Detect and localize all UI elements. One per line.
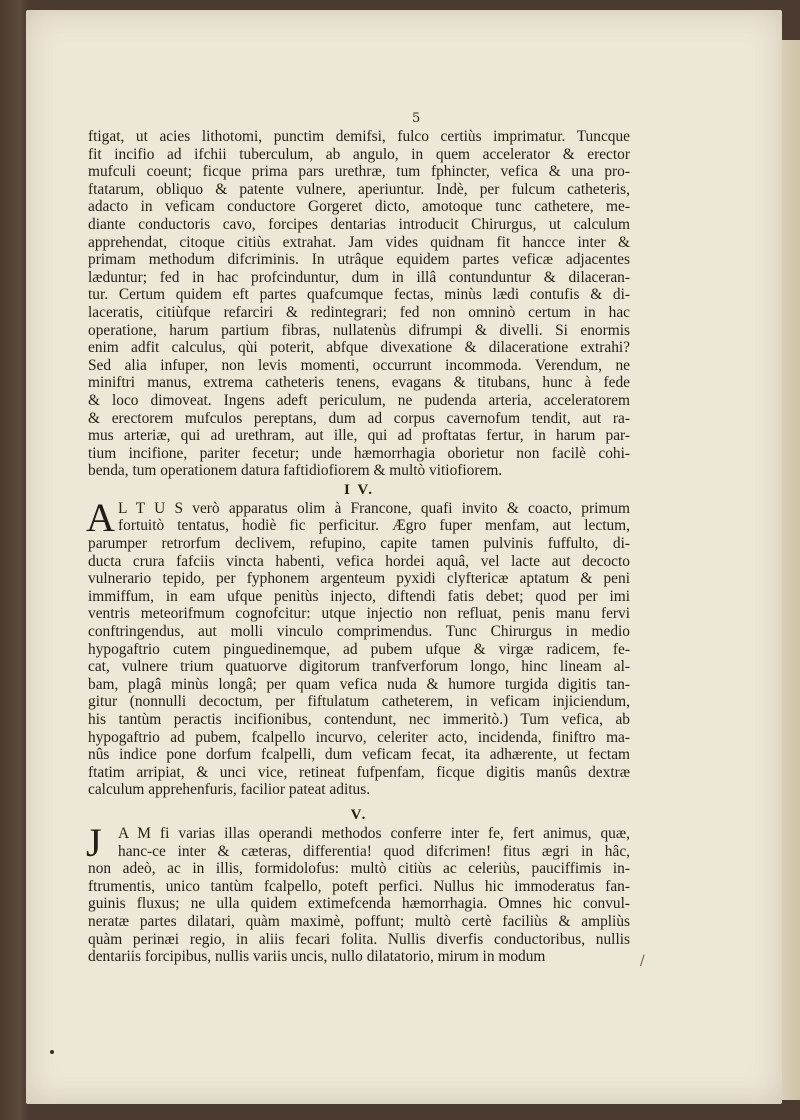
text-line: ftrumentis, unico tantùm fcalpello, poteft perfici. Nullus hic immoderatus fan- [88, 877, 630, 895]
section-iv-heading: I V. [344, 481, 374, 498]
section-iii-ending [88, 128, 630, 480]
page-number: 5 [412, 111, 421, 126]
text-line: L T U S verò apparatus olim à Francone, quafi invito & coacto, primum [118, 499, 630, 517]
section-v-heading: V. [350, 806, 368, 823]
main-text [88, 128, 630, 966]
text-line: & erectorem mufculos pereptans, dum ad corpus cavernofum tendit, aut ra- [88, 409, 630, 427]
text-line: tium incifione, pariter fecetur; unde hæmorrhagia oborietur non facilè cohi- [88, 444, 630, 462]
text-line: quàm perinæi regio, in aliis fecari folita. Nullis diverfis conductoribus, nullis [88, 930, 630, 948]
text-line: & loco dimoveat. Ingens adeft periculum, ne pudenda arteria, acceleratorem [88, 391, 630, 409]
text-line: hanc-ce inter & cæteras, differentia! quod difcrimen! fitus ægri in hâc, [118, 842, 630, 860]
text-line: calculum apprehenfuris, facilior pateat aditus. [88, 781, 371, 799]
text-line: enim adfit calculus, qùi poterit, abfque divexatione & dilaceratione extrahi? [88, 339, 630, 357]
text-line: mus arteriæ, qui ad urethram, aut ille, qui ad proftatas fertur, in harum par- [88, 427, 630, 445]
text-line: ftatim arripiat, & unci vice, retineat fufpenfam, ficque digitis manûs dextræ [88, 763, 630, 781]
text-line: conftringendus, aut molli vinculo comprimendus. Tunc Chirurgus in medio [88, 623, 630, 641]
section-v-paragraph [86, 819, 630, 966]
text-line: adacto in veficam conductore Gorgeret dicto, amotoque tunc cathetere, me- [88, 198, 630, 216]
text-line: nûs indice pone dorfum fcalpelli, dum veficam fecat, ita adhærente, ut fectam [88, 746, 630, 764]
facing-page-edge [782, 40, 800, 1100]
text-line: primam methodum difcriminis. In utrâque equidem partes veficæ adjacentes [88, 251, 630, 269]
text-line: fit incifio ad ifchii tuberculum, ab angulo, in quem accelerator & erector [88, 145, 630, 163]
text-line: non adeò, ac in illis, formidolofus: multò citiùs ac celeriùs, pauciffimis in- [88, 860, 630, 878]
text-line: cat, vulnere trium quatuorve digitorum tranfverforum longo, hinc lineam al- [88, 658, 630, 676]
text-line: ftigat, ut acies lithotomi, punctim demifsi, fulco certiùs imprimatur. Tuncque [88, 128, 630, 145]
text-line: guinis fluxus; ne ulla quidem extimefcenda hæmorrhagia. Omnes hic convul- [88, 895, 630, 913]
text-line: parumper retrorfum declivem, refupino, capite tamen pulvinis fuffulto, di- [88, 535, 630, 553]
text-line: tur. Certum quidem eft partes quafcumque fectas, minùs lædi contufis & di- [88, 286, 630, 304]
text-line: gitur (nonnulli decoctum, per fiftulatum catheterem, in veficam injiciendum, [88, 693, 630, 711]
text-line: ftatarum, obliquo & patente vulnere, aperiuntur. Indè, per fulcum catheteris, [88, 180, 630, 198]
text-line: mufculi coeunt; ficque prima pars urethræ, tum fphincter, vefica & una pro- [88, 163, 630, 181]
text-line: vulnerario tepido, per fyphonem argenteum pyxidi clyftericæ aptatum & peni [88, 570, 630, 588]
text-line: hypogaftrio ad pubem, fcalpello incurvo, celeriter acto, incidenda, finiftro ma- [88, 728, 630, 746]
text-line: laceratis, citiùfque refarciri & redintegrari; fed non omninò certum in hac [88, 303, 630, 321]
text-line: immiffum, in eam ufque penitùs injecto, diftendi fatis debet; quod per imi [88, 587, 630, 605]
margin-mark: / [640, 953, 645, 969]
text-line: benda, tum operationem datura faftidiofiorem & multò vitiofiorem. [88, 462, 503, 480]
text-line: apprehendat, citoque citiùs extrahat. Jam vides quidnam fit hancce inter & [88, 233, 630, 251]
text-line: ducta crura fafciis vincta habenti, vefica hordei aquâ, vel lacte aut decocto [88, 552, 630, 570]
text-line: A M fi varias illas operandi methodos conferre inter fe, fert animus, quæ, [118, 824, 630, 842]
text-line: fortuitò tentatus, hodiè fic perficitur. Ægro fuper menfam, aut lectum, [118, 517, 630, 535]
drop-cap-j: J [86, 819, 102, 865]
text-line: hypogaftrio cutem pinguedinemque, ad pubem ufque & virgæ radicem, fe- [88, 640, 630, 658]
text-line: operatione, harum partium fibras, nullatenùs difrumpi & divelli. Si enormis [88, 321, 630, 339]
text-line: miniftri manus, extrema catheteris tenens, evagans & titubans, hunc à fede [88, 374, 630, 392]
text-line: Sed alia infuper, non levis momenti, occurrunt incommoda. Verendum, ne [88, 356, 630, 374]
section-iv-paragraph [86, 494, 630, 799]
ink-speck [50, 1050, 54, 1054]
text-line: his tantùm peractis incifionibus, contendunt, nec immeritò.) Tum vefica, ab [88, 711, 630, 728]
text-line: dentariis forcipibus, nullis variis uncis, nullo dilatatorio, mirum in modum [88, 948, 546, 966]
text-line: ventris meteorifmum cognofcitur: utque injectio non refluat, penis manu fervi [88, 605, 630, 623]
text-line: neratæ partes dilatari, quàm maximè, poffunt; multò certè faciliùs & ampliùs [88, 912, 630, 930]
text-line: diante conductoris cavo, forcipes dentarias introducit Chirurgus, ut calculum [88, 215, 630, 233]
text-line: bam, plagâ minùs longâ; per quam vefica nuda & humore turgida digitis tan- [88, 675, 630, 693]
drop-cap-a: A [86, 494, 115, 540]
text-line: læduntur; fed in hac profcinduntur, dum in illâ contunduntur & dilaceran- [88, 268, 630, 286]
